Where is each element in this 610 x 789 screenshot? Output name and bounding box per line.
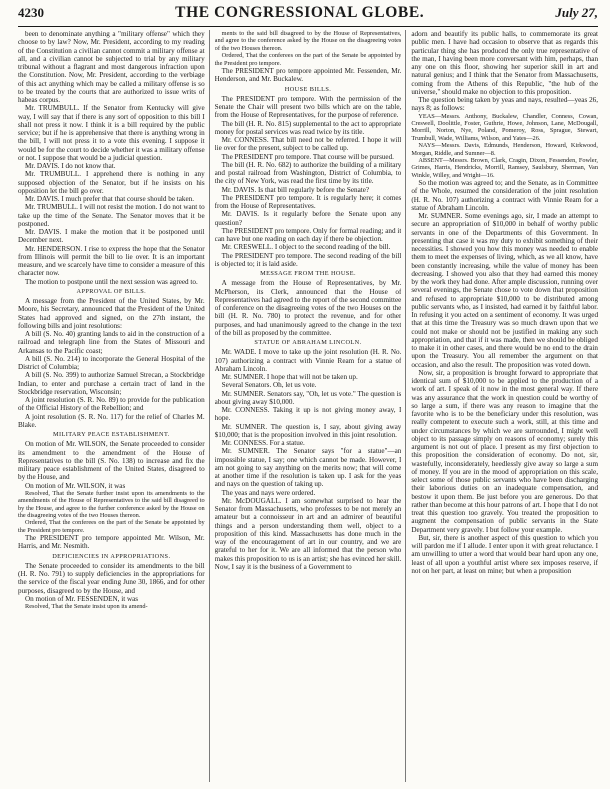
section-heading: DEFICIENCIES IN APPROPRIATIONS. bbox=[52, 552, 171, 560]
paragraph: been to denominate anything a "military offense" which they choose to by law? Now, Mr. President, according to my reading of the Constitution a civilian cannot commit a military offense at all, and a civilian cannot be subjected to trial by any military tribunal without a flagrant and most dangerous infraction upon the Constitution. Now, Mr. President, according to the verbiage of this act anything which may be called a military offense is so to be treated by the courts that are authorized to issue writs of habeas corpus. bbox=[18, 30, 205, 104]
section-heading: STATUE OF ABRAHAM LINCOLN. bbox=[254, 339, 362, 347]
paragraph: The PRESIDENT pro tempore appointed Mr. Fessenden, Mr. Henderson, and Mr. Buckalew. bbox=[214, 67, 402, 84]
paragraph: Mr. SUMNER. I hope that will not be taken up. bbox=[221, 373, 358, 382]
column-left bbox=[18, 30, 205, 782]
section-heading: MESSAGE FROM THE HOUSE. bbox=[260, 270, 356, 278]
paragraph: Mr. CONNESS. Taking it up is not giving money away, I hope. bbox=[214, 406, 402, 423]
paragraph: Mr. SUMNER. The Senator says "for a statue"—an impossible statue, I say; one which cannot be made. However, I am not going to say anything on the merits now; that will come at another time if the resolution is taken up. I ask for the yeas and nays on the question of taking up. bbox=[214, 447, 402, 489]
paragraph: Mr. HENDERSON. I rise to express the hope that the Senator from Illinois will permit the bill to lie over. It is an important measure, and we scarcely have time to consider a measure of this character now. bbox=[18, 244, 205, 278]
paragraph: Mr. CRESWELL. I object to the second reading of the bill. bbox=[221, 243, 391, 252]
column-divider bbox=[405, 30, 406, 782]
vote-record: NAYS—Messrs. Davis, Edmunds, Henderson, Howard, Kirkwood, Morgan, Riddle, and Sumner—8. bbox=[411, 142, 598, 157]
section-heading: APPROVAL OF BILLS. bbox=[76, 287, 147, 295]
paragraph: So the motion was agreed to; and the Senate, as in Committee of the Whole, resumed the consideration of the joint resolution (H. R. No. 107) authorizing a contract with Vinnie Ream for a statue of Abraham Lincoln. bbox=[411, 179, 598, 212]
paragraph: The PRESIDENT pro tempore. Only for formal reading; and it can have but one reading on each day if there be objection. bbox=[214, 226, 402, 244]
paragraph: A joint resolution (S. R. No. 117) for the relief of Charles M. Blake. bbox=[18, 412, 205, 429]
paragraph: The PRESIDENT pro tempore. It is regularly here; it comes from the House of Representatives. bbox=[214, 193, 402, 211]
paragraph: adorn and beautify its public halls, to commemorate its great public men. I have had occasion to observe that as regards this particular thing she has produced the only true representative of the man, I having been more conversant with him, perhaps, than any one on this floor, showing her superior skill in art and natural genius; and I think that the Senator from Massachusetts, coming from the Athens of this Republic, "the hub of the universe," should make no objection to this proposition. bbox=[411, 30, 598, 96]
paragraph: Mr. SUMNER. Some evenings ago, sir, I made an attempt to secure an appropriation of $10,000 in behalf of worthy public servants in one of the Departments of this Government. In presenting that case it was my duty to exhibit something of their necessities. I showed you how this money was needed to enable them to meet the expenses of living, which, as we all know, have been constantly increasing, while the value of money has been decreasing. I showed you also that they had earned this money by the work they had done. After ample discussion, running over several evenings, the Senate chose to vote down that proposition and refused to appropriate $10,000 to be distributed among public servants who, as I insisted, had earned it by faithful labor. In refusing it you acted on a sentiment of economy. It was urged that at this time the Treasury was so much drawn upon that we could not make or should not be justified in making any such appropriation, and that if it was made, then we should be obliged to make it in other cases, and there would be no end to the drain upon the Treasury. You all remember the argument on that occasion, and also the result. The proposition was voted down. bbox=[411, 212, 598, 369]
paragraph: The bill (H. R. No. 682) to authorize the building of a military and postal railroad from Washington, District of Columbia, to the city of New York, was read the first time by its title. bbox=[214, 160, 402, 186]
paragraph: Mr. McDOUGALL. I am somewhat surprised to hear the Senator from Massachusetts, who professes to be not merely an amateur but a connoisseur in art and an admirer of beautiful things and a person understanding them well, object to a proposition of this kind. Massachusetts has done much in the way of the encouragement of art in our country, and we are grateful to her for it. We are all informed that the person who makes this proposition to us is an artist; she has evinced her skill. Now, I say it is the business of a Government to bbox=[214, 496, 402, 571]
paragraph: Mr. TRUMBULL. I will not resist the motion. I do not want to take up the time of the Senate. The Senator moves that it be postponed. bbox=[18, 203, 205, 228]
column-right bbox=[411, 30, 598, 782]
paragraph: Now, sir, a proposition is brought forward to appropriate that identical sum of $10,000 to be applied to the production of a work of art. I speak of it now in the most general way. If there was any assurance that the work in question could be worthy of so large a sum, if there was any reason to imagine that the favorite who is to be the beneficiary under this resolution, was really competent to execute such a work, still, at this time and under circumstances by which we are surrounded, I might well object to its passage simply on reasons of economy; surely this argument is not out of place. I present as my first objection to this proposition the consideration of economy. Do not, sir, wastefully, inconsiderately, heedlessly give away so large a sum of money. If you are in the mood of appropriation on this scale, select some of those public servants who have been discharging their laborious duties on an inadequate compensation, and bestow it upon them. Be just before you are generous. Do that rather than become at this hour patrons of art. I hope that I do not treat this question too gravely. You treated the proposition to augment the compensation of public servants in the State Department very gravely. I but follow your example. bbox=[411, 368, 598, 534]
newspaper-title: THE CONGRESSIONAL GLOBE. bbox=[175, 4, 425, 21]
paragraph: Mr. CONNESS. For a statue. bbox=[221, 439, 305, 448]
paragraph: Mr. DAVIS. I do not know that. bbox=[25, 162, 116, 170]
section-heading: HOUSE BILLS. bbox=[284, 85, 332, 93]
paragraph: Several Senators. Oh, let us vote. bbox=[221, 381, 317, 390]
vote-record: ABSENT—Messrs. Brown, Clark, Cragin, Dixon, Fessenden, Fowler, Grimes, Harris, Hendricks, Morrill, Ramsey, Saulsbury, Sherman, Van Winkle, Willey, and Wright—16. bbox=[411, 156, 598, 179]
paragraph: The PRESIDENT pro tempore. The second reading of the bill is objected to; it is laid aside. bbox=[214, 251, 402, 268]
paragraph: Mr. DAVIS. I make the motion that it be postponed until December next. bbox=[18, 228, 205, 245]
issue-date: July 27, bbox=[555, 5, 598, 20]
paragraph: The yeas and nays were ordered. bbox=[221, 488, 316, 497]
masthead bbox=[18, 4, 598, 26]
paragraph: Mr. SUMNER. The question is, I say, about giving away $10,000; that is the proposition involved in this joint resolution. bbox=[214, 422, 402, 439]
paragraph: A message from the President of the United States, by Mr. Moore, his Secretary, announced that the President of the United States had approved and signed, on the 27th instant, the following bills and joint resolutions: bbox=[18, 297, 205, 330]
section-heading: MILITARY PEACE ESTABLISHMENT. bbox=[52, 431, 170, 438]
paragraph: Mr. TRUMBULL. I apprehend there is nothing in any supposed objection of the Senator, but if he insists on his opposition let the bill go over. bbox=[18, 170, 205, 195]
paragraph: Mr. WADE. I move to take up the joint resolution (H. R. No. 107) authorizing a contract with Vinnie Ream for a statue of Abraham Lincoln. bbox=[214, 348, 402, 373]
paragraph: The bill (H. R. No. 815) supplemental to the act to appropriate money for postal services was read twice by its title. bbox=[214, 119, 402, 136]
paragraph: On motion of Mr. WILSON, the Senate proceeded to consider its amendment to the amendment of the House of Representatives to the bill (S. No. 138) to increase and fix the military peace establishment of the United States, disagreed to by the House, and bbox=[18, 440, 205, 482]
paragraph: A bill (S. No. 399) to authorize Samuel Strecan, a Stockbridge Indian, to enter and purchase a certain tract of land in the Stockbridge reservation, Wisconsin; bbox=[18, 371, 205, 396]
paragraph: Mr. DAVIS. Is it regularly before the Senate upon any question? bbox=[214, 210, 402, 227]
paragraph: But, sir, there is another aspect of this question to which you will pardon me if I allude. I enter upon it with great reluctance. I am unwilling to utter a word that would bear hard upon any one, least of all upon a youthful artist where sex imposes reserve, if not on her part, at least on mine; but when a proposition bbox=[411, 533, 598, 575]
paragraph: The PRESIDENT pro tempore. With the permission of the Senate the Chair will present two bills which are on the table, from the House of Representatives, for the purpose of reference. bbox=[214, 94, 402, 120]
paragraph: Mr. DAVIS. Is that bill regularly before the Senate? bbox=[221, 185, 370, 194]
paragraph: The Senate proceeded to consider its amendments to the bill (H. R. No. 791) to supply deficiencies in the appropriations for the service of the fiscal year ending June 30, 1866, and for other purposes, disagreed to by the House, and bbox=[18, 561, 205, 595]
paragraph: The motion to postpone until the next session was agreed to. bbox=[25, 277, 198, 286]
paragraph: A bill (S. No. 40) granting lands to aid in the construction of a railroad and telegraph line from the States of Missouri and Arkansas to the Pacific coast; bbox=[18, 330, 205, 355]
paragraph: Mr. DAVIS. I much prefer that that course should be taken. bbox=[25, 195, 195, 203]
resolution-text: Ordered, That the conferees on the part of the Senate be appointed by the President pro tempore. bbox=[18, 519, 205, 534]
paragraph: The question being taken by yeas and nays, resulted—yeas 26, nays 8; as follows: bbox=[411, 96, 598, 113]
paragraph: On motion of Mr. FESSENDEN, it was bbox=[25, 594, 139, 603]
page-number: 4230 bbox=[18, 5, 44, 20]
resolution-text: ments to the said bill disagreed to by the House of Representatives, and agree to the conference asked by the House on the disagreeing votes of the two Houses thereon. bbox=[214, 30, 402, 52]
masthead-rule bbox=[18, 26, 598, 27]
paragraph: A bill (S. No. 214) to incorporate the General Hospital of the District of Columbia; bbox=[18, 354, 205, 371]
paragraph: Mr. CONNESS. That bill need not be referred. I hope it will lie over for the present, subject to be called up. bbox=[214, 136, 402, 153]
paragraph: A joint resolution (S. R. No. 89) to provide for the publication of the Official History of the Rebellion; and bbox=[18, 396, 205, 413]
paragraph: On motion of Mr. WILSON, it was bbox=[25, 481, 126, 490]
column-divider bbox=[209, 30, 210, 782]
resolution-text: Ordered, That the conferees on the part of the Senate be appointed by the President pro tempore. bbox=[214, 52, 402, 67]
paragraph: Mr. TRUMBULL. If the Senator from Kentucky will give way, I will say that if there is any sort of opposition to this bill I shall not press it now. I think it is a bill required by the public service; but if he is apprehensive that there is anything wrong in the bill, I will not press it to a vote this evening. I suppose it would be for the court to decide whether it was a military offense or not. I suppose that would be a judicial question. bbox=[18, 104, 205, 162]
text-columns bbox=[18, 30, 598, 782]
column-middle bbox=[215, 30, 402, 782]
paragraph: Mr. SUMNER. Senators say, "Oh, let us vote." The question is about giving away $10,000. bbox=[214, 389, 402, 406]
vote-record: YEAS—Messrs. Anthony, Buckalew, Chandler, Conness, Cowan, Creswell, Doolittle, Foster, Guthrie, Howe, Johnson, Lane, McDougall, Morrill, Norton, Nye, Poland, Pomeroy, Ross, Sprague, Stewart, Trumbull, Wade, Williams, Wilson, and Yates—26. bbox=[411, 112, 598, 142]
paragraph: The PRESIDENT pro tempore appointed Mr. Wilson, Mr. Harris, and Mr. Nesmith. bbox=[18, 534, 205, 551]
paragraph: A message from the House of Representatives, by Mr. McPherson, its Clerk, announced that the House of Representatives had agreed to the report of the second committee of conference on the disagreeing votes of the two Houses on the bill (H. R. No. 780) to protect the revenue, and for other purposes, and had unanimously agreed to the change in the text of the bill as proposed by the committee. bbox=[214, 279, 402, 337]
paragraph: The PRESIDENT pro tempore. That course will be pursued. bbox=[221, 152, 394, 161]
resolution-text: Resolved, That the Senate further insist upon its amendments to the amendments of the House of Representatives to the said bill disagreed to by the House, and agree to the further conference asked by the House on the disagreeing votes of the two Houses thereon. bbox=[18, 489, 205, 519]
resolution-text: Resolved, That the Senate insist upon its amend- bbox=[25, 603, 148, 611]
